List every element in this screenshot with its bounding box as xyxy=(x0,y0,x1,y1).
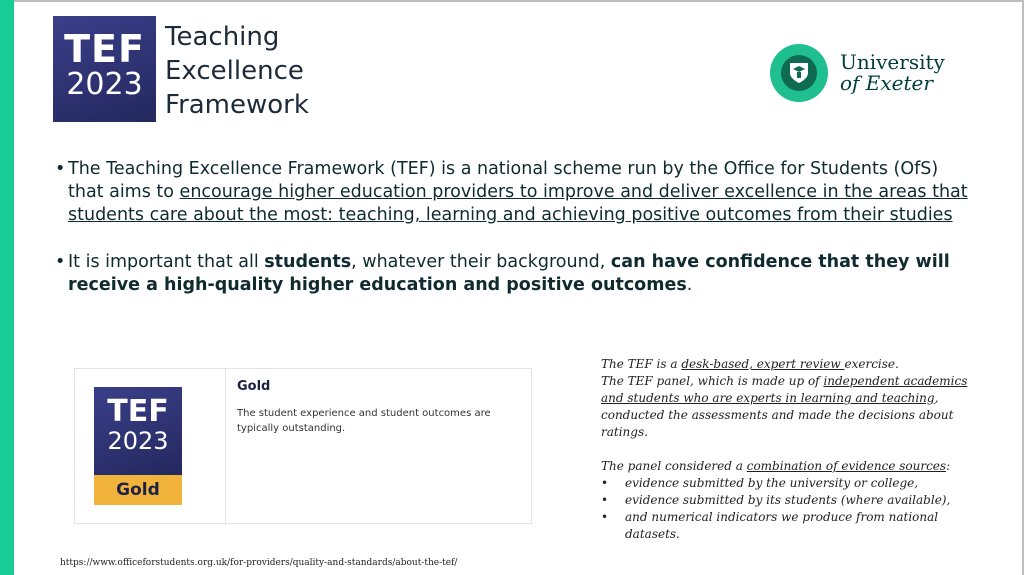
bullet-student-confidence xyxy=(55,251,975,297)
expert-review-text xyxy=(601,356,991,543)
tef-logo-line2: 2023 xyxy=(66,67,143,102)
badge-rating: Gold xyxy=(94,475,182,505)
evidence-list xyxy=(601,475,991,543)
badge-line2: 2023 xyxy=(107,427,169,455)
university-name xyxy=(840,52,945,94)
slide-border-top xyxy=(14,0,1024,2)
university-name-line1: University xyxy=(840,50,945,74)
source-link[interactable]: https://www.officeforstudents.org.uk/for-providers/quality-and-standards/about-the-tef/ xyxy=(60,558,458,568)
university-seal-icon xyxy=(770,44,828,102)
bullet-text: The Teaching Excellence Framework (TEF) is a national scheme run by the Office for Students (OfS) that aims to xyxy=(68,159,939,202)
text-run: : xyxy=(946,459,951,473)
gold-heading: Gold xyxy=(237,379,271,394)
university-logo xyxy=(770,44,950,104)
bullet-text-bold: students xyxy=(264,252,352,272)
title-line-3: Framework xyxy=(165,90,309,120)
bullet-dot: • xyxy=(55,159,66,179)
text-run: The panel considered a xyxy=(601,459,747,473)
tef-2023-logo xyxy=(53,16,156,122)
bullet-text-underlined: encourage higher education providers to improve and deliver excellence in the areas that students care about the most: teaching, learning and achieving positive outcomes from their studies xyxy=(68,182,968,225)
badge-line1: TEF xyxy=(107,394,169,429)
evidence-item-text: evidence submitted by the university or college, xyxy=(625,476,919,490)
evidence-item-text: and numerical indicators we produce from national datasets. xyxy=(625,510,939,541)
slide-title xyxy=(165,20,309,122)
card-divider xyxy=(225,369,226,525)
expert-paragraph-2 xyxy=(601,373,991,441)
text-run: , conducted the assessments and made the decisions about ratings. xyxy=(601,391,954,439)
bullet-list xyxy=(55,158,975,297)
bullet-text-bold: can have confidence that they will receive a high-quality higher education and positive outcomes xyxy=(68,252,950,295)
expert-paragraph-1 xyxy=(601,356,991,373)
evidence-item-text: evidence submitted by its students (where available), xyxy=(625,493,951,507)
expert-paragraph-3 xyxy=(601,458,991,475)
text-run: The TEF is a xyxy=(601,357,682,371)
bullet-text: It is important that all xyxy=(68,252,265,272)
evidence-item: • evidence submitted by the university or college, xyxy=(601,476,919,490)
title-line-1: Teaching xyxy=(165,22,280,52)
text-run: The TEF panel, which is made up of xyxy=(601,374,824,388)
title-line-2: Excellence xyxy=(165,56,304,86)
text-run-underlined: desk-based, expert review xyxy=(681,357,845,371)
tef-gold-badge xyxy=(94,387,182,505)
text-run-underlined: combination of evidence sources xyxy=(746,459,947,473)
gold-rating-card xyxy=(74,368,532,524)
evidence-item: • evidence submitted by its students (where available), xyxy=(601,493,951,507)
bullet-text: . xyxy=(686,275,693,295)
university-name-line2: of Exeter xyxy=(840,71,933,95)
bullet-dot: • xyxy=(55,252,66,272)
accent-bar xyxy=(0,0,14,575)
evidence-item: • and numerical indicators we produce from national datasets. xyxy=(601,510,939,541)
text-run: exercise. xyxy=(844,357,899,371)
text-run-underlined: independent academics and students who are experts in learning and teaching xyxy=(601,374,968,405)
gold-description: The student experience and student outcomes are typically outstanding. xyxy=(237,408,491,434)
bullet-text: , whatever their background, xyxy=(351,252,611,272)
bullet-tef-definition xyxy=(55,158,975,227)
tef-logo-line1: TEF xyxy=(64,27,145,71)
